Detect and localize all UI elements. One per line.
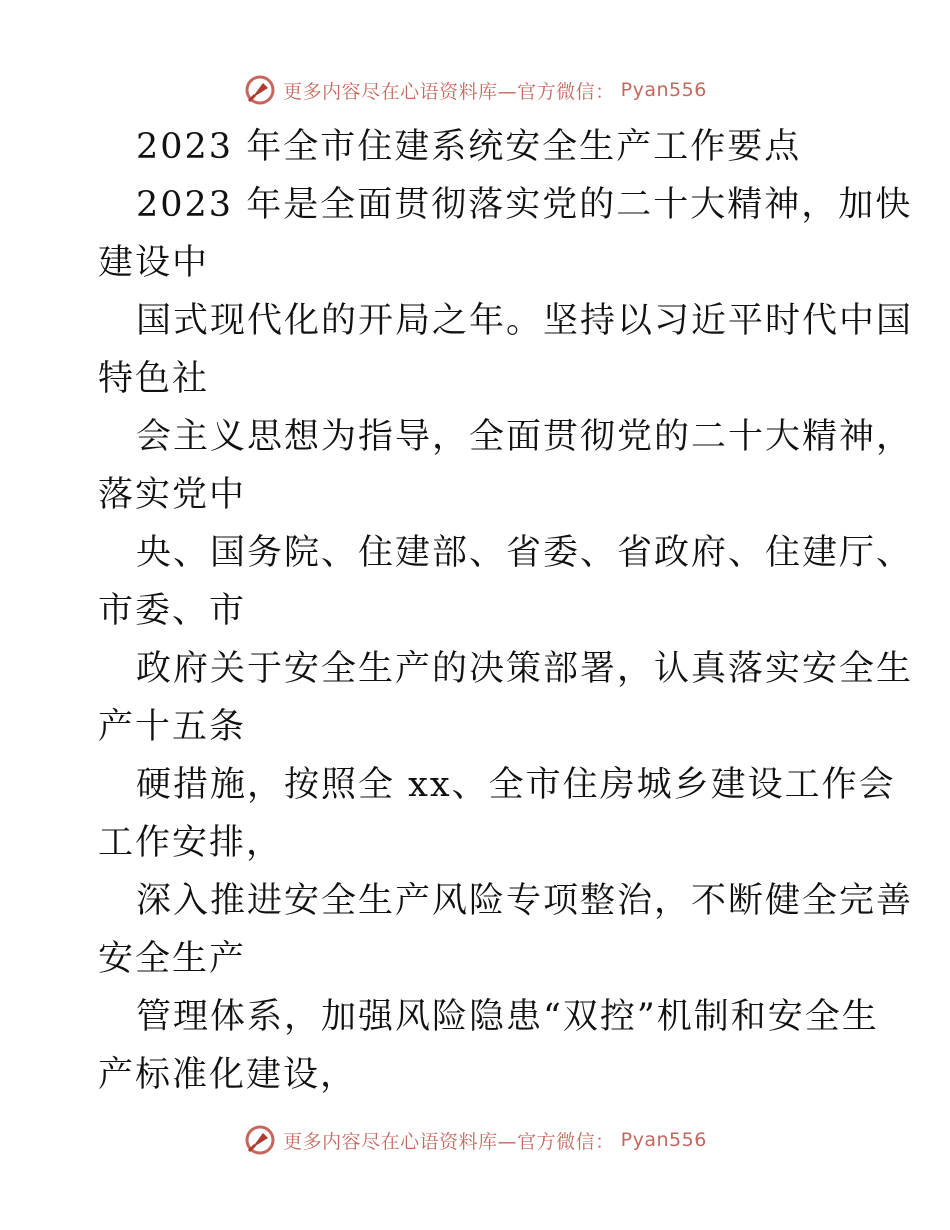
header-watermark	[0, 70, 950, 110]
doc-line: 2023 年全市住建系统安全生产工作要点	[136, 127, 802, 167]
doc-line: 深入推进安全生产风险专项整治，不断健全完善	[136, 881, 914, 921]
doc-line: 国式现代化的开局之年。坚持以习近平时代中国	[136, 301, 914, 341]
doc-line: 工作安排，	[98, 823, 284, 863]
doc-line: 央、国务院、住建部、省委、省政府、住建厅、	[136, 533, 914, 573]
doc-line: 落实党中	[98, 475, 247, 515]
doc-line: 会主义思想为指导，全面贯彻党的二十大精神，	[136, 417, 914, 457]
pen-nib-logo-icon	[243, 1123, 277, 1157]
document-body	[98, 118, 914, 1104]
doc-line: 产标准化建设，	[98, 1055, 358, 1095]
doc-line: 特色社	[98, 359, 210, 399]
doc-line: 管理体系，加强风险隐患“双控”机制和安全生	[136, 997, 879, 1037]
doc-line: 建设中	[98, 243, 210, 283]
doc-line: 市委、市	[98, 591, 247, 631]
footer-watermark	[0, 1120, 950, 1160]
doc-line: 政府关于安全生产的决策部署，认真落实安全生	[136, 649, 914, 689]
doc-line: 硬措施，按照全 xx、全市住房城乡建设工作会	[136, 765, 896, 805]
doc-line: 安全生产	[98, 939, 247, 979]
watermark-text: 更多内容尽在心语资料库—官方微信：	[283, 80, 615, 103]
doc-line: 产十五条	[98, 707, 247, 747]
watermark-account: Pyan556	[620, 79, 707, 101]
watermark-text: 更多内容尽在心语资料库—官方微信：	[283, 1130, 615, 1153]
watermark-account: Pyan556	[620, 1129, 707, 1151]
pen-nib-logo-icon	[243, 73, 277, 107]
doc-line: 2023 年是全面贯彻落实党的二十大精神，加快	[136, 185, 913, 225]
